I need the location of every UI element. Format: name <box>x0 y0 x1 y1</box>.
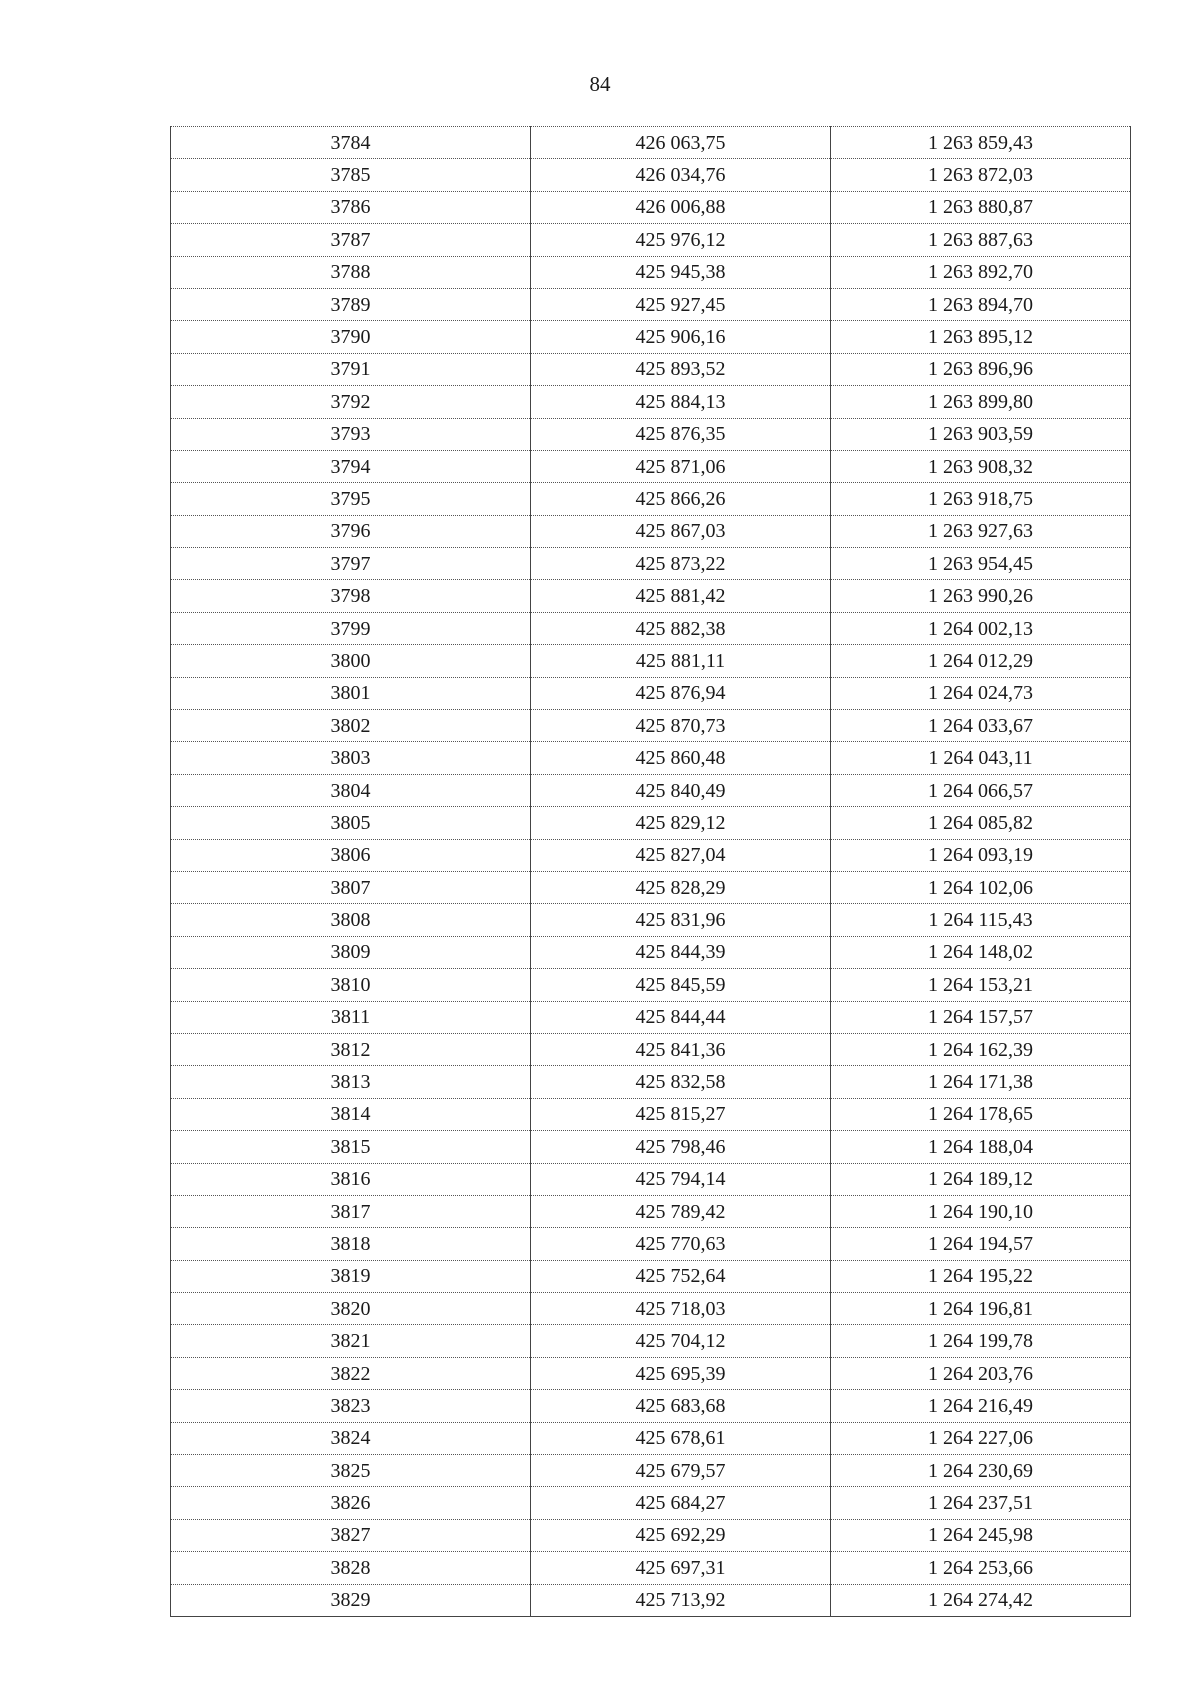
point-number-cell: 3807 <box>171 871 531 903</box>
x-coordinate-cell: 425 829,12 <box>531 807 831 839</box>
y-coordinate-cell: 1 263 895,12 <box>831 321 1131 353</box>
x-coordinate-cell: 425 789,42 <box>531 1195 831 1227</box>
x-coordinate-cell: 425 794,14 <box>531 1163 831 1195</box>
point-number-cell: 3806 <box>171 839 531 871</box>
table-row <box>171 1163 1131 1195</box>
y-coordinate-cell: 1 263 908,32 <box>831 450 1131 482</box>
point-number-cell: 3822 <box>171 1357 531 1389</box>
table-row <box>171 807 1131 839</box>
y-coordinate-cell: 1 264 227,06 <box>831 1422 1131 1454</box>
point-number-cell: 3789 <box>171 288 531 320</box>
table-row <box>171 1584 1131 1616</box>
point-number-cell: 3819 <box>171 1260 531 1292</box>
table-row <box>171 580 1131 612</box>
y-coordinate-cell: 1 264 237,51 <box>831 1487 1131 1519</box>
y-coordinate-cell: 1 264 033,67 <box>831 710 1131 742</box>
table-row <box>171 1455 1131 1487</box>
x-coordinate-cell: 425 832,58 <box>531 1066 831 1098</box>
y-coordinate-cell: 1 264 153,21 <box>831 969 1131 1001</box>
table-row <box>171 936 1131 968</box>
point-number-cell: 3794 <box>171 450 531 482</box>
point-number-cell: 3812 <box>171 1033 531 1065</box>
x-coordinate-cell: 425 695,39 <box>531 1357 831 1389</box>
table-row <box>171 612 1131 644</box>
table-row <box>171 418 1131 450</box>
point-number-cell: 3829 <box>171 1584 531 1616</box>
table-row <box>171 742 1131 774</box>
y-coordinate-cell: 1 263 990,26 <box>831 580 1131 612</box>
x-coordinate-cell: 425 678,61 <box>531 1422 831 1454</box>
table-row <box>171 1519 1131 1551</box>
table-row <box>171 321 1131 353</box>
y-coordinate-cell: 1 264 043,11 <box>831 742 1131 774</box>
y-coordinate-cell: 1 263 892,70 <box>831 256 1131 288</box>
y-coordinate-cell: 1 264 230,69 <box>831 1455 1131 1487</box>
coordinates-table-body <box>171 127 1131 1617</box>
y-coordinate-cell: 1 263 918,75 <box>831 483 1131 515</box>
y-coordinate-cell: 1 263 903,59 <box>831 418 1131 450</box>
y-coordinate-cell: 1 264 066,57 <box>831 774 1131 806</box>
table-row <box>171 677 1131 709</box>
point-number-cell: 3805 <box>171 807 531 839</box>
table-row <box>171 969 1131 1001</box>
point-number-cell: 3813 <box>171 1066 531 1098</box>
table-row <box>171 1131 1131 1163</box>
table-row <box>171 1293 1131 1325</box>
table-row <box>171 774 1131 806</box>
y-coordinate-cell: 1 264 194,57 <box>831 1228 1131 1260</box>
table-row <box>171 127 1131 159</box>
point-number-cell: 3827 <box>171 1519 531 1551</box>
point-number-cell: 3826 <box>171 1487 531 1519</box>
y-coordinate-cell: 1 263 896,96 <box>831 353 1131 385</box>
table-row <box>171 515 1131 547</box>
y-coordinate-cell: 1 264 203,76 <box>831 1357 1131 1389</box>
table-row <box>171 1228 1131 1260</box>
x-coordinate-cell: 425 798,46 <box>531 1131 831 1163</box>
table-row <box>171 871 1131 903</box>
x-coordinate-cell: 425 884,13 <box>531 386 831 418</box>
point-number-cell: 3811 <box>171 1001 531 1033</box>
point-number-cell: 3787 <box>171 224 531 256</box>
point-number-cell: 3828 <box>171 1552 531 1584</box>
table-row <box>171 1033 1131 1065</box>
x-coordinate-cell: 426 034,76 <box>531 159 831 191</box>
point-number-cell: 3823 <box>171 1390 531 1422</box>
y-coordinate-cell: 1 263 894,70 <box>831 288 1131 320</box>
y-coordinate-cell: 1 264 195,22 <box>831 1260 1131 1292</box>
x-coordinate-cell: 425 752,64 <box>531 1260 831 1292</box>
point-number-cell: 3814 <box>171 1098 531 1130</box>
x-coordinate-cell: 425 713,92 <box>531 1584 831 1616</box>
table-row <box>171 1260 1131 1292</box>
table-row <box>171 1552 1131 1584</box>
x-coordinate-cell: 425 881,11 <box>531 645 831 677</box>
y-coordinate-cell: 1 263 954,45 <box>831 548 1131 580</box>
table-row <box>171 1098 1131 1130</box>
table-row <box>171 191 1131 223</box>
page-number: 84 <box>589 72 611 96</box>
point-number-cell: 3784 <box>171 127 531 159</box>
x-coordinate-cell: 425 873,22 <box>531 548 831 580</box>
point-number-cell: 3821 <box>171 1325 531 1357</box>
x-coordinate-cell: 425 692,29 <box>531 1519 831 1551</box>
table-row <box>171 904 1131 936</box>
table-row <box>171 1195 1131 1227</box>
y-coordinate-cell: 1 263 927,63 <box>831 515 1131 547</box>
y-coordinate-cell: 1 264 148,02 <box>831 936 1131 968</box>
x-coordinate-cell: 426 006,88 <box>531 191 831 223</box>
x-coordinate-cell: 425 867,03 <box>531 515 831 547</box>
table-row <box>171 710 1131 742</box>
y-coordinate-cell: 1 263 872,03 <box>831 159 1131 191</box>
table-row <box>171 224 1131 256</box>
x-coordinate-cell: 425 684,27 <box>531 1487 831 1519</box>
table-row <box>171 1001 1131 1033</box>
x-coordinate-cell: 425 860,48 <box>531 742 831 774</box>
y-coordinate-cell: 1 264 274,42 <box>831 1584 1131 1616</box>
point-number-cell: 3804 <box>171 774 531 806</box>
x-coordinate-cell: 425 976,12 <box>531 224 831 256</box>
y-coordinate-cell: 1 264 162,39 <box>831 1033 1131 1065</box>
x-coordinate-cell: 425 906,16 <box>531 321 831 353</box>
x-coordinate-cell: 425 770,63 <box>531 1228 831 1260</box>
table-row <box>171 548 1131 580</box>
x-coordinate-cell: 426 063,75 <box>531 127 831 159</box>
y-coordinate-cell: 1 264 157,57 <box>831 1001 1131 1033</box>
x-coordinate-cell: 425 844,44 <box>531 1001 831 1033</box>
x-coordinate-cell: 425 845,59 <box>531 969 831 1001</box>
point-number-cell: 3803 <box>171 742 531 774</box>
point-number-cell: 3816 <box>171 1163 531 1195</box>
point-number-cell: 3796 <box>171 515 531 547</box>
point-number-cell: 3791 <box>171 353 531 385</box>
point-number-cell: 3825 <box>171 1455 531 1487</box>
point-number-cell: 3786 <box>171 191 531 223</box>
table-row <box>171 450 1131 482</box>
point-number-cell: 3824 <box>171 1422 531 1454</box>
point-number-cell: 3797 <box>171 548 531 580</box>
y-coordinate-cell: 1 264 115,43 <box>831 904 1131 936</box>
table-row <box>171 353 1131 385</box>
table-row <box>171 645 1131 677</box>
y-coordinate-cell: 1 264 012,29 <box>831 645 1131 677</box>
point-number-cell: 3793 <box>171 418 531 450</box>
x-coordinate-cell: 425 881,42 <box>531 580 831 612</box>
y-coordinate-cell: 1 264 190,10 <box>831 1195 1131 1227</box>
table-row <box>171 1357 1131 1389</box>
y-coordinate-cell: 1 264 199,78 <box>831 1325 1131 1357</box>
table-row <box>171 386 1131 418</box>
point-number-cell: 3815 <box>171 1131 531 1163</box>
point-number-cell: 3809 <box>171 936 531 968</box>
x-coordinate-cell: 425 704,12 <box>531 1325 831 1357</box>
x-coordinate-cell: 425 828,29 <box>531 871 831 903</box>
y-coordinate-cell: 1 264 002,13 <box>831 612 1131 644</box>
x-coordinate-cell: 425 866,26 <box>531 483 831 515</box>
x-coordinate-cell: 425 893,52 <box>531 353 831 385</box>
x-coordinate-cell: 425 876,35 <box>531 418 831 450</box>
y-coordinate-cell: 1 264 245,98 <box>831 1519 1131 1551</box>
point-number-cell: 3820 <box>171 1293 531 1325</box>
x-coordinate-cell: 425 718,03 <box>531 1293 831 1325</box>
x-coordinate-cell: 425 927,45 <box>531 288 831 320</box>
y-coordinate-cell: 1 264 253,66 <box>831 1552 1131 1584</box>
x-coordinate-cell: 425 945,38 <box>531 256 831 288</box>
x-coordinate-cell: 425 844,39 <box>531 936 831 968</box>
y-coordinate-cell: 1 264 188,04 <box>831 1131 1131 1163</box>
y-coordinate-cell: 1 263 859,43 <box>831 127 1131 159</box>
table-row <box>171 1325 1131 1357</box>
y-coordinate-cell: 1 264 024,73 <box>831 677 1131 709</box>
table-row <box>171 839 1131 871</box>
y-coordinate-cell: 1 264 093,19 <box>831 839 1131 871</box>
y-coordinate-cell: 1 264 102,06 <box>831 871 1131 903</box>
table-row <box>171 159 1131 191</box>
table-row <box>171 1422 1131 1454</box>
point-number-cell: 3790 <box>171 321 531 353</box>
point-number-cell: 3818 <box>171 1228 531 1260</box>
coordinates-table <box>170 126 1131 1617</box>
table-row <box>171 288 1131 320</box>
table-row <box>171 1390 1131 1422</box>
table-row <box>171 1066 1131 1098</box>
x-coordinate-cell: 425 815,27 <box>531 1098 831 1130</box>
y-coordinate-cell: 1 264 085,82 <box>831 807 1131 839</box>
x-coordinate-cell: 425 871,06 <box>531 450 831 482</box>
x-coordinate-cell: 425 876,94 <box>531 677 831 709</box>
x-coordinate-cell: 425 827,04 <box>531 839 831 871</box>
y-coordinate-cell: 1 264 196,81 <box>831 1293 1131 1325</box>
y-coordinate-cell: 1 263 887,63 <box>831 224 1131 256</box>
y-coordinate-cell: 1 263 880,87 <box>831 191 1131 223</box>
point-number-cell: 3817 <box>171 1195 531 1227</box>
x-coordinate-cell: 425 697,31 <box>531 1552 831 1584</box>
x-coordinate-cell: 425 679,57 <box>531 1455 831 1487</box>
x-coordinate-cell: 425 882,38 <box>531 612 831 644</box>
point-number-cell: 3799 <box>171 612 531 644</box>
point-number-cell: 3808 <box>171 904 531 936</box>
point-number-cell: 3798 <box>171 580 531 612</box>
point-number-cell: 3792 <box>171 386 531 418</box>
point-number-cell: 3802 <box>171 710 531 742</box>
point-number-cell: 3800 <box>171 645 531 677</box>
y-coordinate-cell: 1 263 899,80 <box>831 386 1131 418</box>
table-row <box>171 483 1131 515</box>
y-coordinate-cell: 1 264 216,49 <box>831 1390 1131 1422</box>
x-coordinate-cell: 425 870,73 <box>531 710 831 742</box>
x-coordinate-cell: 425 831,96 <box>531 904 831 936</box>
table-row <box>171 1487 1131 1519</box>
point-number-cell: 3795 <box>171 483 531 515</box>
x-coordinate-cell: 425 841,36 <box>531 1033 831 1065</box>
y-coordinate-cell: 1 264 189,12 <box>831 1163 1131 1195</box>
y-coordinate-cell: 1 264 171,38 <box>831 1066 1131 1098</box>
table-row <box>171 256 1131 288</box>
point-number-cell: 3810 <box>171 969 531 1001</box>
x-coordinate-cell: 425 683,68 <box>531 1390 831 1422</box>
point-number-cell: 3801 <box>171 677 531 709</box>
point-number-cell: 3785 <box>171 159 531 191</box>
y-coordinate-cell: 1 264 178,65 <box>831 1098 1131 1130</box>
point-number-cell: 3788 <box>171 256 531 288</box>
x-coordinate-cell: 425 840,49 <box>531 774 831 806</box>
